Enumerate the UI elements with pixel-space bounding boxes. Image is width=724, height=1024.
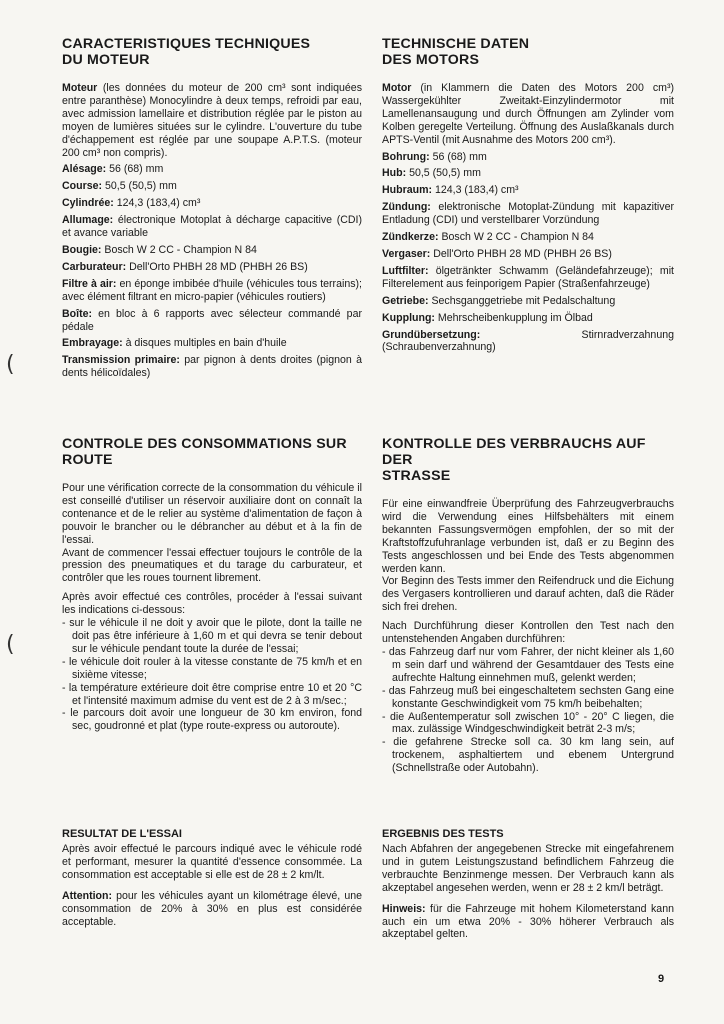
fr-tech-title [62, 36, 362, 68]
spec-value: en éponge imbibée d'huile (véhicules tous terrains); avec élément filtrant en micro-papier (véhicules routiers) [62, 277, 362, 303]
spec-item [62, 180, 362, 193]
de-result-para: Nach Abfahren der angegebenen Strecke mit eingefahrenem und in gutem Leistungszustand befindlichem Fahrzeug die verbrauchte Benzinmenge messen. Der Verbrauch kann als akzeptabel angesehen werden, wenn er 28 ± 2 km/l beträgt. [382, 843, 674, 894]
spec-key: Filtre à air: [62, 277, 117, 290]
fr-result-section [62, 828, 362, 933]
spec-key: Vergaser: [382, 247, 431, 260]
spec-key: Course: [62, 180, 103, 193]
spec-item [62, 163, 362, 176]
spec-key: Cylindrée: [62, 197, 114, 210]
spec-key: Embrayage: [62, 337, 123, 350]
de-hinweis-text: für die Fahrzeuge mit hohem Kilometerstand kann auch ein um etwa 20% - 30% höherer Verbrauch als akzeptabel gelten. [382, 902, 674, 941]
fr-consumption-title [62, 436, 362, 468]
spec-key: Allumage: [62, 214, 114, 227]
spec-value: Dell'Orto PHBH 28 MD (PHBH 26 BS) [126, 260, 308, 273]
spec-key: Grundübersetzung: [382, 328, 481, 341]
spec-key: Luftfilter: [382, 264, 429, 277]
spec-value: en bloc à 6 rapports avec sélecteur commandé par pédale [62, 307, 362, 333]
fr-consumption-title-line2: ROUTE [62, 452, 113, 468]
de-consumption-title [382, 436, 674, 484]
spec-value: ölgetränkter Schwamm (Geländefahrzeuge); mit Filterelement aus feinporigem Papier (Straßenfahrzeuge) [382, 264, 674, 290]
spec-item [382, 231, 674, 244]
spec-key: Zündkerze: [382, 231, 439, 244]
fr-consumption-para-3: Après avoir effectué ces contrôles, procéder à l'essai suivant les indications ci-dessous: [62, 591, 362, 617]
de-tech-section [382, 36, 674, 358]
spec-key: Hubraum: [382, 184, 433, 197]
spec-item [382, 312, 674, 325]
spec-item [62, 278, 362, 304]
spec-value: 50,5 (50,5) mm [406, 167, 481, 180]
page-number: 9 [658, 973, 665, 985]
spec-key: Kupplung: [382, 311, 435, 324]
spec-item [382, 329, 674, 355]
de-result-section [382, 828, 674, 946]
spec-value: (les données du moteur de 200 cm³ sont indiquées entre paranthèse) Monocylindre à deux temps, refroidi par eau, avec admission lamellaire et distribution réglée par le piston au moyen de lumières situées sur le cylindre. L'ouverture du tube d'échappement est réglée par une soupape A.P.T.S. (moteur 200 cm³ non compris). [62, 82, 362, 159]
spec-item [382, 151, 674, 164]
fr-tech-title-line1: CARACTERISTIQUES TECHNIQUES [62, 36, 311, 52]
spec-key: Zündung: [382, 201, 431, 214]
spec-item [62, 308, 362, 334]
spec-item [382, 265, 674, 291]
fr-result-title: RESULTAT DE L'ESSAI [62, 828, 182, 840]
fr-result-para: Après avoir effectué le parcours indiqué avec le véhicule rodé et performant, mesurer la quantité d'essence consommée. La consommation est acceptable si elle est de 28 ± 2 km/lt. [62, 843, 362, 881]
spec-key: Getriebe: [382, 294, 429, 307]
spec-key: Carburateur: [62, 260, 127, 273]
fr-tech-section [62, 36, 362, 384]
list-item: - das Fahrzeug muß bei eingeschaltetem sechsten Gang eine konstante Geschwindigkeit vom 75 km/h beibehalten; [382, 685, 674, 711]
list-item: - le parcours doit avoir une longueur de 30 km environ, fond sec, goudronné et plat (type route-express ou autoroute). [62, 707, 362, 733]
spec-value: Sechsganggetriebe mit Pedalschaltung [428, 294, 616, 307]
margin-mark: ( [6, 632, 15, 657]
spec-value: électronique Motoplat à décharge capacitive (CDI) et avance variable [62, 214, 362, 240]
spec-item [62, 197, 362, 210]
spec-item [382, 184, 674, 197]
list-item: - la température extérieure doit être comprise entre 10 et 20 °C et l'intensité maximum admise du vent est de 2 à 3 m/sec.; [62, 682, 362, 708]
de-result-hinweis [382, 903, 674, 942]
de-consumption-para-2: Vor Beginn des Tests immer den Reifendruck und die Eichung des Vergasers kontrollieren und darauf achten, daß die Räder sich frei drehen. [382, 575, 674, 614]
spec-key: Bohrung: [382, 150, 430, 163]
de-result-title: ERGEBNIS DES TESTS [382, 828, 504, 840]
spec-value: Bosch W 2 CC - Champion N 84 [438, 231, 594, 244]
list-item: - das Fahrzeug darf nur vom Fahrer, der nicht kleiner als 1,60 m sein darf und während der Gesamtdauer des Tests eine aufrechte Haltung einnehmen muß, gelenkt werden; [382, 646, 674, 685]
de-tech-title [382, 36, 674, 68]
spec-key: Alésage: [62, 163, 107, 176]
spec-item [382, 167, 674, 180]
spec-item [62, 354, 362, 380]
fr-consumption-title-line1: CONTROLE DES CONSOMMATIONS SUR [62, 436, 347, 452]
spec-value: Stirnradverzahnung (Schraubenverzahnung) [382, 328, 674, 354]
spec-value: par pignon à dents droites (pignon à dents hélicoïdales) [62, 354, 363, 380]
fr-consumption-para-1: Pour une vérification correcte de la consommation du véhicule il est conseillé d'utiliser un réservoir auxiliaire dont on connaît la contenance et de le relier au système d'alimentation de façon à pouvoir le brancher ou le débrancher au début et à la fin de l'essai. [62, 482, 362, 546]
spec-value: 124,3 (183,4) cm³ [432, 184, 519, 197]
list-item: - sur le véhicule il ne doit y avoir que le pilote, dont la taille ne doit pas être inférieure à 1,60 m et qui devra se tenir debout sur le véhicule pendant toute la durée de l'essai; [62, 617, 362, 656]
de-tech-title-line2: DES MOTORS [382, 52, 480, 68]
fr-tech-title-line2: DU MOTEUR [62, 52, 150, 68]
spec-item [382, 248, 674, 261]
spec-item [382, 201, 674, 227]
spec-item [62, 261, 362, 274]
spec-value: Dell'Orto PHBH 28 MD (PHBH 26 BS) [430, 247, 612, 260]
de-consumption-section [382, 436, 674, 779]
spec-value: 56 (68) mm [106, 163, 164, 176]
de-tech-title-line1: TECHNISCHE DATEN [382, 36, 530, 52]
fr-spec-list [62, 82, 362, 380]
list-item: - le véhicule doit rouler à la vitesse constante de 75 km/h et en sixième vitesse; [62, 656, 362, 682]
list-item: - die Außentemperatur soll zwischen 10° - 20° C liegen, die max. zulässige Windgeschwindigkeit beträt 2-3 m/s; [382, 711, 674, 737]
de-consumption-para-3: Nach Durchführung dieser Kontrollen den Test nach den untenstehenden Angaben durchführen: [382, 620, 674, 646]
spec-key: Transmission primaire: [62, 354, 180, 367]
spec-item [62, 337, 362, 350]
spec-value: 124,3 (183,4) cm³ [113, 197, 201, 210]
margin-mark: ( [6, 352, 15, 377]
de-consumption-para-1: Für eine einwandfreie Überprüfung des Fahrzeugverbrauchs wird die Verwendung eines Hilfsbehälters mit einem bekannten Fassungsvermögen empfohlen, der so mit der Kraftstoffzufuhranlage verbunden ist, daß er zu Beginn des Tests angeschlossen und bei Ende des Tests abgenommen werden kann. [382, 498, 674, 575]
list-item: - die gefahrene Strecke soll ca. 30 km lang sein, auf trockenem, asphaltiertem und ebenem Untergrund (Schnellstraße oder Autobahn). [382, 736, 674, 775]
spec-key: Motor [382, 82, 412, 94]
fr-consumption-list [62, 617, 362, 733]
spec-key: Bougie: [62, 243, 102, 256]
spec-value: 50,5 (50,5) mm [102, 180, 177, 193]
spec-item [62, 244, 362, 257]
de-consumption-title-line2: STRASSE [382, 468, 451, 484]
spec-key: Boîte: [62, 307, 93, 320]
fr-consumption-para-2: Avant de commencer l'essai effectuer toujours le contrôle de la pression des pneumatiques et du tarage du carburateur, et contrôler que les roues tournent librement. [62, 546, 362, 585]
spec-value: Bosch W 2 CC - Champion N 84 [101, 243, 257, 256]
de-hinweis-label: Hinweis: [382, 902, 426, 915]
spec-item [62, 82, 362, 159]
fr-attention-label: Attention: [62, 889, 113, 902]
de-spec-list [382, 82, 674, 354]
spec-key: Moteur [62, 82, 98, 94]
spec-key: Hub: [382, 167, 407, 180]
fr-result-attention [62, 890, 362, 929]
spec-value: Mehrscheibenkupplung im Ölbad [434, 311, 593, 324]
spec-value: elektronische Motoplat-Zündung mit kapazitiver Entladung (CDI) und verstellbarer Vorzündung [382, 201, 674, 227]
spec-value: 56 (68) mm [429, 150, 487, 163]
fr-consumption-section [62, 436, 362, 737]
fr-attention-text: pour les véhicules ayant un kilométrage élevé, une consommation de 20% à 30% en plus est considérée acceptable. [62, 889, 362, 928]
spec-value: (in Klammern die Daten des Motors 200 cm³) Wassergekühlter Zweitakt-Einzylindermotor mit Lamellenansaugung und durch Öffnungen am Zylinder vom Kolben geregelte Verteilung. Öffnung des Auslaßkanals durch APTS-Ventil (mit Ausnahme des Motors 200 cm³). [382, 82, 674, 146]
spec-item [62, 214, 362, 240]
de-consumption-title-line1: KONTROLLE DES VERBRAUCHS AUF DER [382, 436, 646, 468]
spec-item [382, 82, 674, 147]
de-consumption-list [382, 646, 674, 775]
spec-item [382, 295, 674, 308]
spec-value: à disques multiples en bain d'huile [122, 337, 287, 350]
